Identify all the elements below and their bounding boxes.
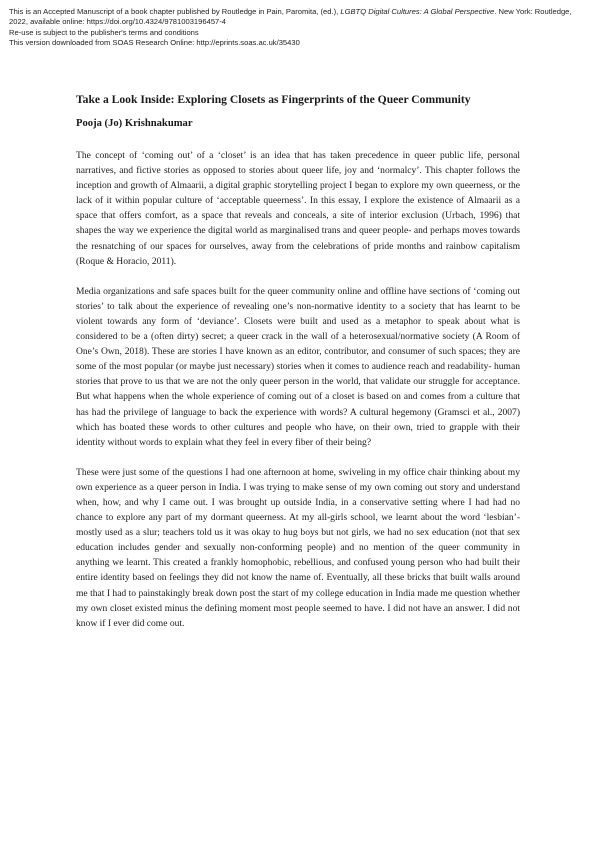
- article-title: Take a Look Inside: Exploring Closets as Fingerprints of the Queer Community: [76, 93, 471, 106]
- publication-notice: [9, 7, 589, 28]
- download-notice: This version downloaded from SOAS Research Online: http://eprints.soas.ac.uk/35430: [9, 38, 300, 48]
- reuse-notice: Re-use is subject to the publisher's terms and conditions: [9, 27, 199, 37]
- paragraph-3: These were just some of the questions I had one afternoon at home, swiveling in my office chair thinking about my own experience as a queer person in India. I was trying to make sense of my own coming out story and understand when, how, and why I came out. I was brought up outside India, in a conservative setting where I had had no chance to explore any part of my dormant queerness. At my all-girls school, we learnt about the word ‘lesbian’- mostly used as a slur; teachers told us it was okay to hug boys but not girls, we had no sex education (not that sex education includes gender and sexually non-conforming people) and no mention of the queer community in anything we learnt. This created a frankly homophobic, rebellious, and confused young person who had built their entire identity based on feelings they did not know the name of. Eventually, all these bricks that built walls around me that I had to painstakingly break down post the start of my college education in India made me question whether my own closet existed minus the defining moment most people seemed to have. I did not have an answer. I did not know if I ever did come out.: [76, 466, 520, 629]
- article-author: Pooja (Jo) Krishnakumar: [76, 118, 193, 129]
- article-body: [76, 92, 520, 631]
- notice-text-suffix: . New York: Routledge, 2022, available online: https://doi.org/10.4324/9781003196457-4: [9, 7, 572, 27]
- notice-text-prefix: This is an Accepted Manuscript of a book chapter published by Routledge in Pain, Paromita, (ed.),: [9, 7, 341, 16]
- repository-notice: [9, 7, 589, 49]
- paragraph-1: The concept of ‘coming out’ of a ‘closet’ is an idea that has taken precedence in queer public life, personal narratives, and fictive stories as opposed to stories about queer life, joy and ‘normalcy’. This chapter follows the inception and growth of Almaarii, a digital graphic storytelling project I began to explore my own queerness, or the lack of it within popular culture of ‘acceptable queerness’. In this essay, I explore the existence of Almaarii as a space that offers comfort, as a space that reveals and conceals, a site of interior exclusion (Urbach, 1996) that shapes the way we experience the digital world as marginalised trans and queer people- and perhaps moves towards the resnatching of our spaces for ourselves, away from the celebrations of pride months and rainbow capitalism (Roque & Horacio, 2011).: [76, 150, 520, 267]
- book-title: LGBTQ Digital Cultures: A Global Perspective: [340, 7, 495, 16]
- paragraph-2: Media organizations and safe spaces built for the queer community online and offline have sections of ‘coming out stories’ to talk about the experience of revealing one’s non-normative identity to a society that has learnt to be violent towards any form of ‘deviance’. Closets were built and used as a metaphor to speak about what is considered to be a (often dirty) secret; a queer crack in the wall of a heterosexual/normative society (A Room of One’s Own, 2018). These are stories I have known as an editor, contributor, and consumer of such spaces; they are some of the most popular (or maybe just necessary) stories when it comes to audience reach and readability- human stories that prove to us that we are not the only queer person in the world, that validate our struggle for acceptance. But what happens when the whole experience of coming out of a closet is based on and comes from a culture that has had the privilege of language to back the experience with words? A cultural hegemony (Gramsci et al., 2007) which has boated these words to other cultures and people who have, on their own, tried to grapple with their identity without words to explain what they feel in every fiber of their being?: [76, 285, 520, 448]
